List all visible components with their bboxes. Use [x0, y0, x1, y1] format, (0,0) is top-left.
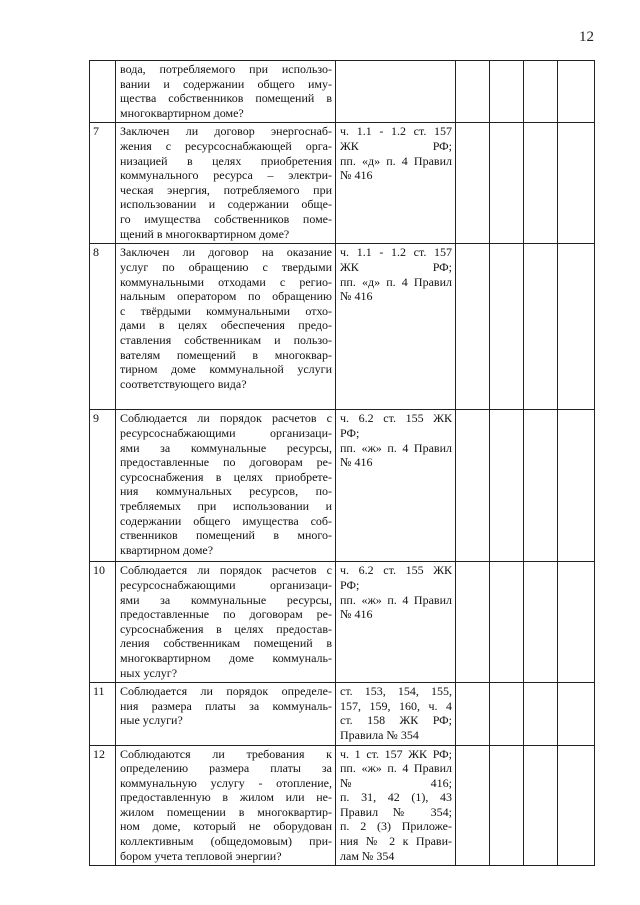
checklist-table-body — [90, 61, 595, 866]
answer-na-cell — [524, 123, 558, 244]
cell-text-line: № 416 — [340, 455, 373, 470]
cell-text-line: ные услуги? — [120, 713, 183, 728]
cell-text-line: соответствующего вида? — [120, 376, 247, 391]
cell-text-line: с твёрдыми коммунальными отхо- — [120, 303, 332, 318]
question-cell — [116, 123, 336, 244]
cell-text-line: ч. 1.1 - 1.2 ст. 157 — [340, 124, 452, 139]
cell-text-line: лам № 354 — [340, 848, 395, 863]
cell-text-line: предоставленную в жилом или не- — [120, 790, 332, 805]
cell-text-line: коммунального ресурса – электри- — [120, 168, 332, 183]
cell-text-line: ставления собственникам и пользо- — [120, 332, 332, 347]
cell-text-line: щества собственников помещений в — [120, 91, 332, 106]
answer-yes-cell — [456, 562, 490, 683]
question-cell — [116, 410, 336, 562]
cell-text-line: ния коммунальных ресурсов, по- — [120, 484, 332, 499]
cell-text-line: сурсоснабжения в целях приобрете- — [120, 469, 332, 484]
reference-cell — [336, 562, 456, 683]
note-cell — [558, 410, 595, 562]
reference-cell — [336, 123, 456, 244]
cell-text-line: вании и содержании общего иму- — [120, 76, 332, 91]
cell-text-line: многоквартирном доме? — [120, 105, 244, 120]
answer-no-cell — [490, 745, 524, 866]
cell-text-line: ния № 2 к Прави- — [340, 834, 452, 849]
cell-text-line: ресурсоснабжающими организаци- — [120, 577, 332, 592]
cell-text-line: Заключен ли договор энергоснаб- — [120, 124, 332, 139]
page-number: 12 — [579, 29, 594, 45]
cell-text-line: ч. 1 ст. 157 ЖК РФ; — [340, 746, 452, 761]
note-cell — [558, 683, 595, 745]
answer-na-cell — [524, 745, 558, 866]
row-number-cell: 8 — [90, 244, 116, 410]
question-cell — [116, 683, 336, 745]
cell-text-line: услуг по обращению с твердыми — [120, 259, 332, 274]
table-row — [90, 244, 595, 410]
table-row — [90, 745, 595, 866]
cell-text-line: ния размера платы за коммуналь- — [120, 698, 332, 713]
cell-text-line: ных услуг? — [120, 665, 178, 680]
cell-text-line: Заключен ли договор на оказание — [120, 245, 332, 260]
note-cell — [558, 562, 595, 683]
table-row — [90, 61, 595, 123]
note-cell — [558, 244, 595, 410]
cell-text-line: ями за коммунальные ресурсы, — [120, 592, 332, 607]
cell-text-line: Соблюдается ли порядок расчетов с — [120, 411, 332, 426]
cell-text-line: дами в целях обеспечения предо- — [120, 318, 332, 333]
cell-text-line: вателям помещений в многоквар- — [120, 347, 332, 362]
cell-text-line: ЖК РФ; — [340, 259, 452, 274]
answer-na-cell — [524, 683, 558, 745]
reference-cell — [336, 745, 456, 866]
cell-text-line: требляемых при использовании и — [120, 498, 332, 513]
cell-text-line: ст. 158 ЖК РФ; — [340, 713, 452, 728]
row-number-cell: 9 — [90, 410, 116, 562]
answer-na-cell — [524, 244, 558, 410]
answer-na-cell — [524, 61, 558, 123]
answer-na-cell — [524, 562, 558, 683]
cell-text-line: тирном доме коммунальной услуги — [120, 362, 332, 377]
question-cell — [116, 61, 336, 123]
row-number-cell: 11 — [90, 683, 116, 745]
cell-text-line: Правил № 354; — [340, 804, 452, 819]
note-cell — [558, 61, 595, 123]
cell-text-line: Соблюдается ли порядок расчетов с — [120, 563, 332, 578]
cell-text-line: № 416 — [340, 607, 373, 622]
cell-text-line: ственников помещений в много- — [120, 528, 332, 543]
cell-text-line: использовании и содержании обще- — [120, 197, 332, 212]
cell-text-line: ЖК РФ; — [340, 138, 452, 153]
row-number-cell: 12 — [90, 745, 116, 866]
cell-text-line: 157, 159, 160, ч. 4 — [340, 698, 452, 713]
table-row — [90, 562, 595, 683]
cell-text-line: сурсоснабжения в целях предостав- — [120, 621, 332, 636]
cell-text-line: № 416 — [340, 168, 373, 183]
cell-text-line: ч. 1.1 - 1.2 ст. 157 — [340, 245, 452, 260]
cell-text-line: ресурсоснабжающими организаци- — [120, 425, 332, 440]
question-cell — [116, 562, 336, 683]
answer-no-cell — [490, 683, 524, 745]
cell-text-line: жилом помещении в многоквартир- — [120, 804, 332, 819]
answer-yes-cell — [456, 745, 490, 866]
cell-text-line: пп. «д» п. 4 Правил — [340, 274, 452, 289]
cell-text-line: бором учета тепловой энергии? — [120, 848, 282, 863]
cell-text-line: многоквартирном доме коммуналь- — [120, 650, 332, 665]
cell-text-line: ления собственникам помещений в — [120, 636, 332, 651]
note-cell — [558, 745, 595, 866]
reference-cell — [336, 410, 456, 562]
answer-yes-cell — [456, 683, 490, 745]
cell-text-line: предоставленные по договорам ре- — [120, 455, 332, 470]
cell-text-line: ст. 153, 154, 155, — [340, 684, 452, 699]
answer-no-cell — [490, 61, 524, 123]
cell-text-line: коллективным (общедомовым) при- — [120, 834, 332, 849]
cell-text-line: ями за коммунальные ресурсы, — [120, 440, 332, 455]
cell-text-line: квартирном доме? — [120, 542, 214, 557]
reference-cell — [336, 61, 456, 123]
cell-text-line: ческая энергия, потребляемого при — [120, 182, 332, 197]
answer-no-cell — [490, 562, 524, 683]
cell-text-line: щений в многоквартирном доме? — [120, 226, 290, 241]
row-number-cell — [90, 61, 116, 123]
reference-cell — [336, 683, 456, 745]
answer-no-cell — [490, 244, 524, 410]
cell-text-line: Соблюдаются ли требования к — [120, 746, 332, 761]
table-row — [90, 683, 595, 745]
answer-no-cell — [490, 410, 524, 562]
note-cell — [558, 123, 595, 244]
cell-text-line: коммунальными отходами с регио- — [120, 274, 332, 289]
row-number-cell: 7 — [90, 123, 116, 244]
cell-text-line: ч. 6.2 ст. 155 ЖК — [340, 411, 452, 426]
cell-text-line: коммунальную услугу - отопление, — [120, 775, 332, 790]
cell-text-line: пп. «ж» п. 4 Правил — [340, 761, 452, 776]
cell-text-line: пп. «ж» п. 4 Правил — [340, 592, 452, 607]
answer-yes-cell — [456, 123, 490, 244]
answer-yes-cell — [456, 244, 490, 410]
answer-yes-cell — [456, 61, 490, 123]
cell-text-line: п. 2 (3) Приложе- — [340, 819, 452, 834]
answer-na-cell — [524, 410, 558, 562]
cell-text-line: № 416 — [340, 289, 373, 304]
reference-cell — [336, 244, 456, 410]
cell-text-line: пп. «д» п. 4 Правил — [340, 153, 452, 168]
cell-text-line: жения с ресурсоснабжающей орга- — [120, 138, 332, 153]
row-number-cell: 10 — [90, 562, 116, 683]
cell-text-line: низацией в целях приобретения — [120, 153, 332, 168]
cell-text-line: предоставленные по договорам ре- — [120, 607, 332, 622]
question-cell — [116, 244, 336, 410]
question-cell — [116, 745, 336, 866]
cell-text-line: го имущества собственников поме- — [120, 211, 332, 226]
cell-text-line: содержании общего имущества соб- — [120, 513, 332, 528]
checklist-table — [89, 60, 595, 866]
cell-text-line: нальным оператором по обращению — [120, 289, 332, 304]
table-row — [90, 123, 595, 244]
cell-text-line: Соблюдается ли порядок определе- — [120, 684, 332, 699]
cell-text-line: определению размера платы за — [120, 761, 332, 776]
cell-text-line: пп. «ж» п. 4 Правил — [340, 440, 452, 455]
cell-text-line: РФ; — [340, 425, 360, 440]
cell-text-line: РФ; — [340, 577, 360, 592]
answer-yes-cell — [456, 410, 490, 562]
cell-text-line: п. 31, 42 (1), 43 — [340, 790, 452, 805]
cell-text-line: ном доме, который не оборудован — [120, 819, 332, 834]
answer-no-cell — [490, 123, 524, 244]
cell-text-line: вода, потребляемого при использо- — [120, 62, 332, 76]
cell-text-line: ч. 6.2 ст. 155 ЖК — [340, 563, 452, 578]
table-row — [90, 410, 595, 562]
cell-text-line: Правила № 354 — [340, 727, 419, 742]
cell-text-line: № 416; — [340, 775, 452, 790]
